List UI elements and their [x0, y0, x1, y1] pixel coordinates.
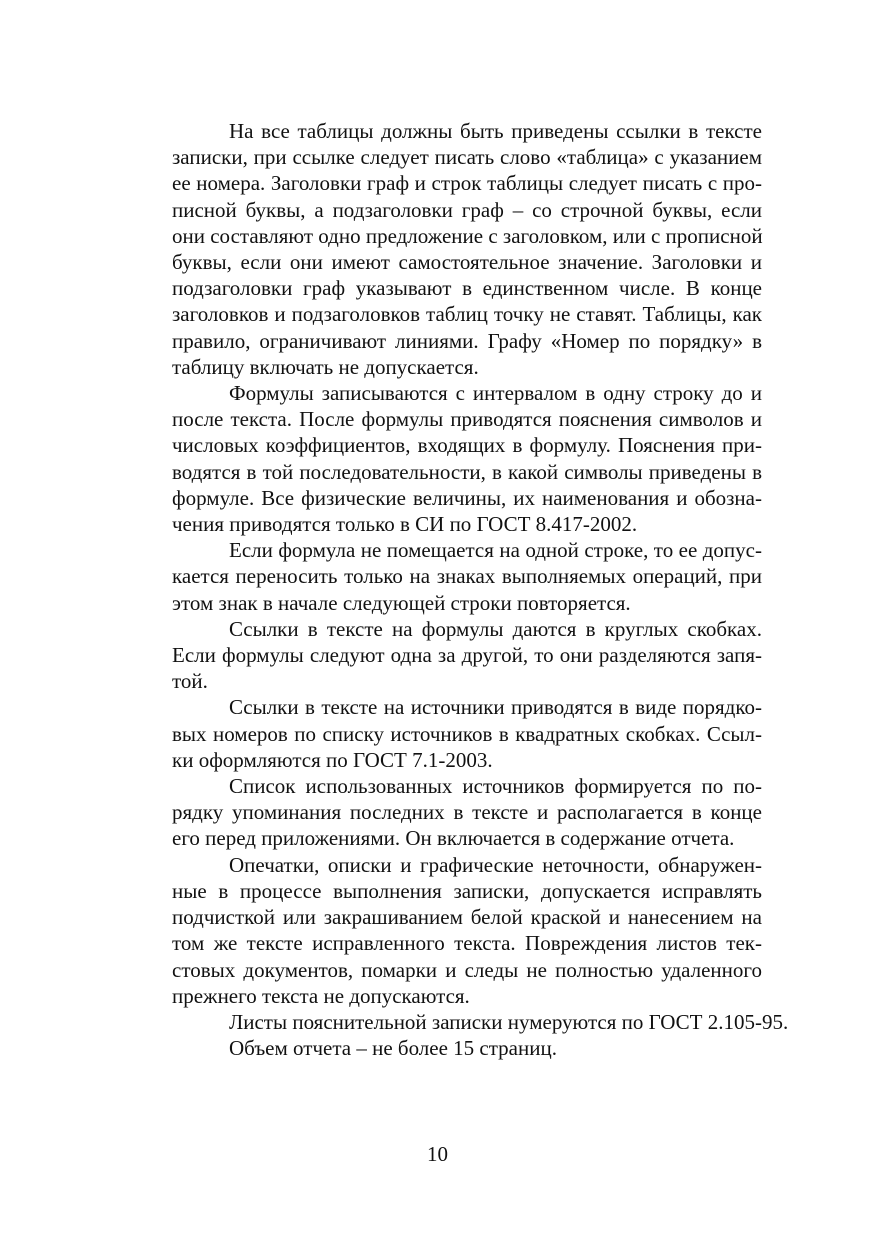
paragraph-formula-wrap: [115, 537, 762, 616]
text-line: Если формула не помещается на одной строке, то ее допус-: [229, 538, 762, 563]
text-line: подзаголовки граф указывают в единственном числе. В конце: [172, 276, 762, 301]
text-line: Если формулы следуют одна за другой, то они разделяются запя-: [172, 643, 762, 668]
text-line: его перед приложениями. Он включается в содержание отчета.: [172, 826, 735, 851]
text-line: Список использованных источников формируется по по-: [229, 774, 762, 799]
text-line: после текста. После формулы приводятся пояснения символов и: [172, 407, 762, 432]
text-line: рядку упоминания последних в тексте и располагается в конце: [172, 800, 762, 825]
text-line: той.: [172, 669, 208, 694]
text-line: том же тексте исправленного текста. Повреждения листов тек-: [172, 931, 762, 956]
text-line: Объем отчета – не более 15 страниц.: [229, 1036, 557, 1061]
text-line: Формулы записываются с интервалом в одну строку до и: [229, 381, 762, 406]
page-number: 10: [427, 1142, 448, 1166]
paragraph-report-volume: [115, 1035, 762, 1061]
paragraph-source-list: [115, 773, 762, 852]
text-line: стовых документов, помарки и следы не полностью удаленного: [172, 957, 762, 982]
text-line: ки оформляются по ГОСТ 7.1-2003.: [172, 747, 493, 772]
text-line: правило, ограничивают линиями. Графу «Номер по порядку» в: [172, 328, 762, 353]
paragraph-formulas: [115, 380, 762, 537]
text-line: этом знак в начале следующей строки повторяется.: [172, 590, 631, 615]
text-line: Опечатки, описки и графические неточности, обнаружен-: [229, 852, 762, 877]
text-line: записки, при ссылке следует писать слово «таблица» с указанием: [172, 145, 762, 170]
paragraph-formula-refs: [115, 616, 762, 695]
document-body: [115, 118, 789, 1061]
text-line: Ссылки в тексте на источники приводятся в виде порядко-: [229, 695, 762, 720]
text-line: чения приводятся только в СИ по ГОСТ 8.417-2002.: [172, 512, 638, 537]
text-line: таблицу включать не допускается.: [172, 354, 479, 379]
text-line: ные в процессе выполнения записки, допускается исправлять: [172, 878, 762, 903]
text-line: числовых коэффициентов, входящих в формулу. Пояснения при-: [172, 433, 762, 458]
text-line: вых номеров по списку источников в квадратных скобках. Ссыл-: [172, 721, 762, 746]
text-line: заголовков и подзаголовков таблиц точку не ставят. Таблицы, как: [172, 302, 762, 327]
text-line: Ссылки в тексте на формулы даются в круглых скобках.: [229, 616, 762, 641]
text-line: На все таблицы должны быть приведены ссылки в тексте: [229, 119, 762, 143]
text-line: ее номера. Заголовки граф и строк таблицы следует писать с про-: [172, 171, 762, 196]
paragraph-page-numbering: [115, 1009, 789, 1035]
paragraph-tables: [115, 118, 762, 380]
text-line: формуле. Все физические величины, их наименования и обозна-: [172, 485, 762, 510]
text-line: Листы пояснительной записки нумеруются по ГОСТ 2.105-95.: [229, 1009, 789, 1034]
text-line: они составляют одно предложение с заголовком, или с прописной: [172, 223, 763, 248]
text-line: прежнего текста не допускаются.: [172, 983, 470, 1008]
text-line: подчисткой или закрашиванием белой краской и нанесением на: [172, 905, 762, 930]
text-line: буквы, если они имеют самостоятельное значение. Заголовки и: [172, 250, 762, 275]
text-line: водятся в той последовательности, в какой символы приведены в: [172, 459, 762, 484]
paragraph-source-refs: [115, 694, 762, 773]
paragraph-typos: [115, 852, 762, 1009]
text-line: писной буквы, а подзаголовки граф – со строчной буквы, если: [172, 197, 762, 222]
text-line: кается переносить только на знаках выполняемых операций, при: [172, 564, 762, 589]
